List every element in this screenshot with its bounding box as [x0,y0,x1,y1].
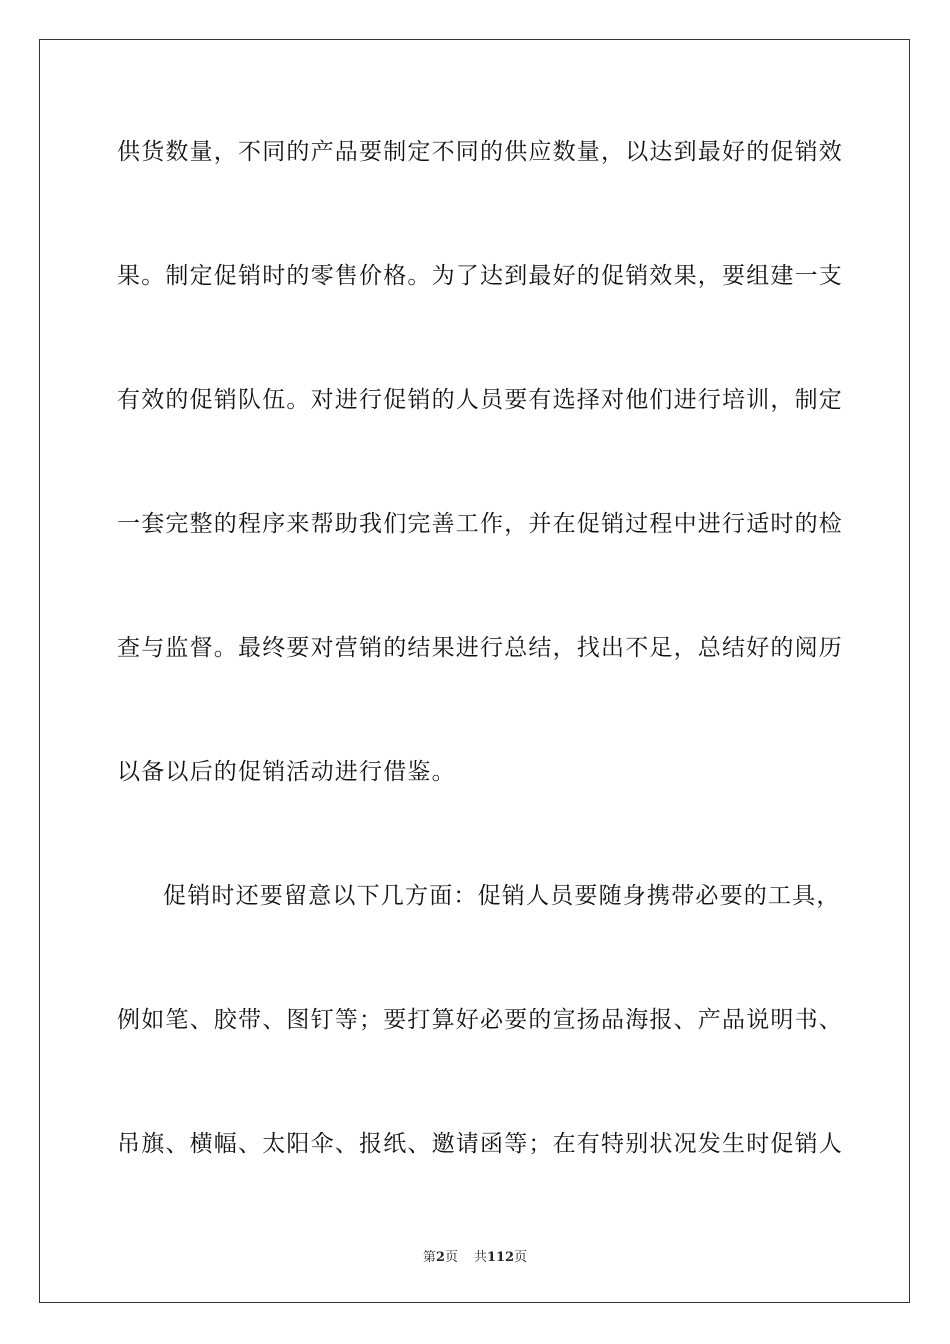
total-prefix: 共 [473,1250,487,1265]
text-line-3: 有效的促销队伍。对进行促销的人员要有选择对他们进行培训，制定 [117,387,843,413]
page-suffix: 页 [444,1250,458,1265]
page-prefix: 第 [422,1250,436,1265]
page-number: 2 [435,1250,445,1265]
page-footer [0,1246,950,1265]
text-line-8: 例如笔、胶带、图钉等；要打算好必要的宣扬品海报、产品说明书、 [117,1007,843,1033]
text-line-1: 供货数量，不同的产品要制定不同的供应数量，以达到最好的促销效 [117,139,843,165]
total-pages: 112 [486,1250,515,1265]
text-line-6: 以备以后的促销活动进行借鉴。 [117,759,456,785]
page-border [39,39,910,1303]
total-suffix: 页 [514,1250,528,1265]
text-line-7: 促销时还要留意以下几方面：促销人员要随身携带必要的工具， [163,883,841,909]
text-line-9: 吊旗、横幅、太阳伞、报纸、邀请函等；在有特别状况发生时促销人 [117,1131,843,1157]
text-line-5: 查与监督。最终要对营销的结果进行总结，找出不足，总结好的阅历 [117,635,843,661]
text-line-2: 果。制定促销时的零售价格。为了达到最好的促销效果，要组建一支 [117,263,843,289]
text-line-4: 一套完整的程序来帮助我们完善工作，并在促销过程中进行适时的检 [117,511,843,537]
